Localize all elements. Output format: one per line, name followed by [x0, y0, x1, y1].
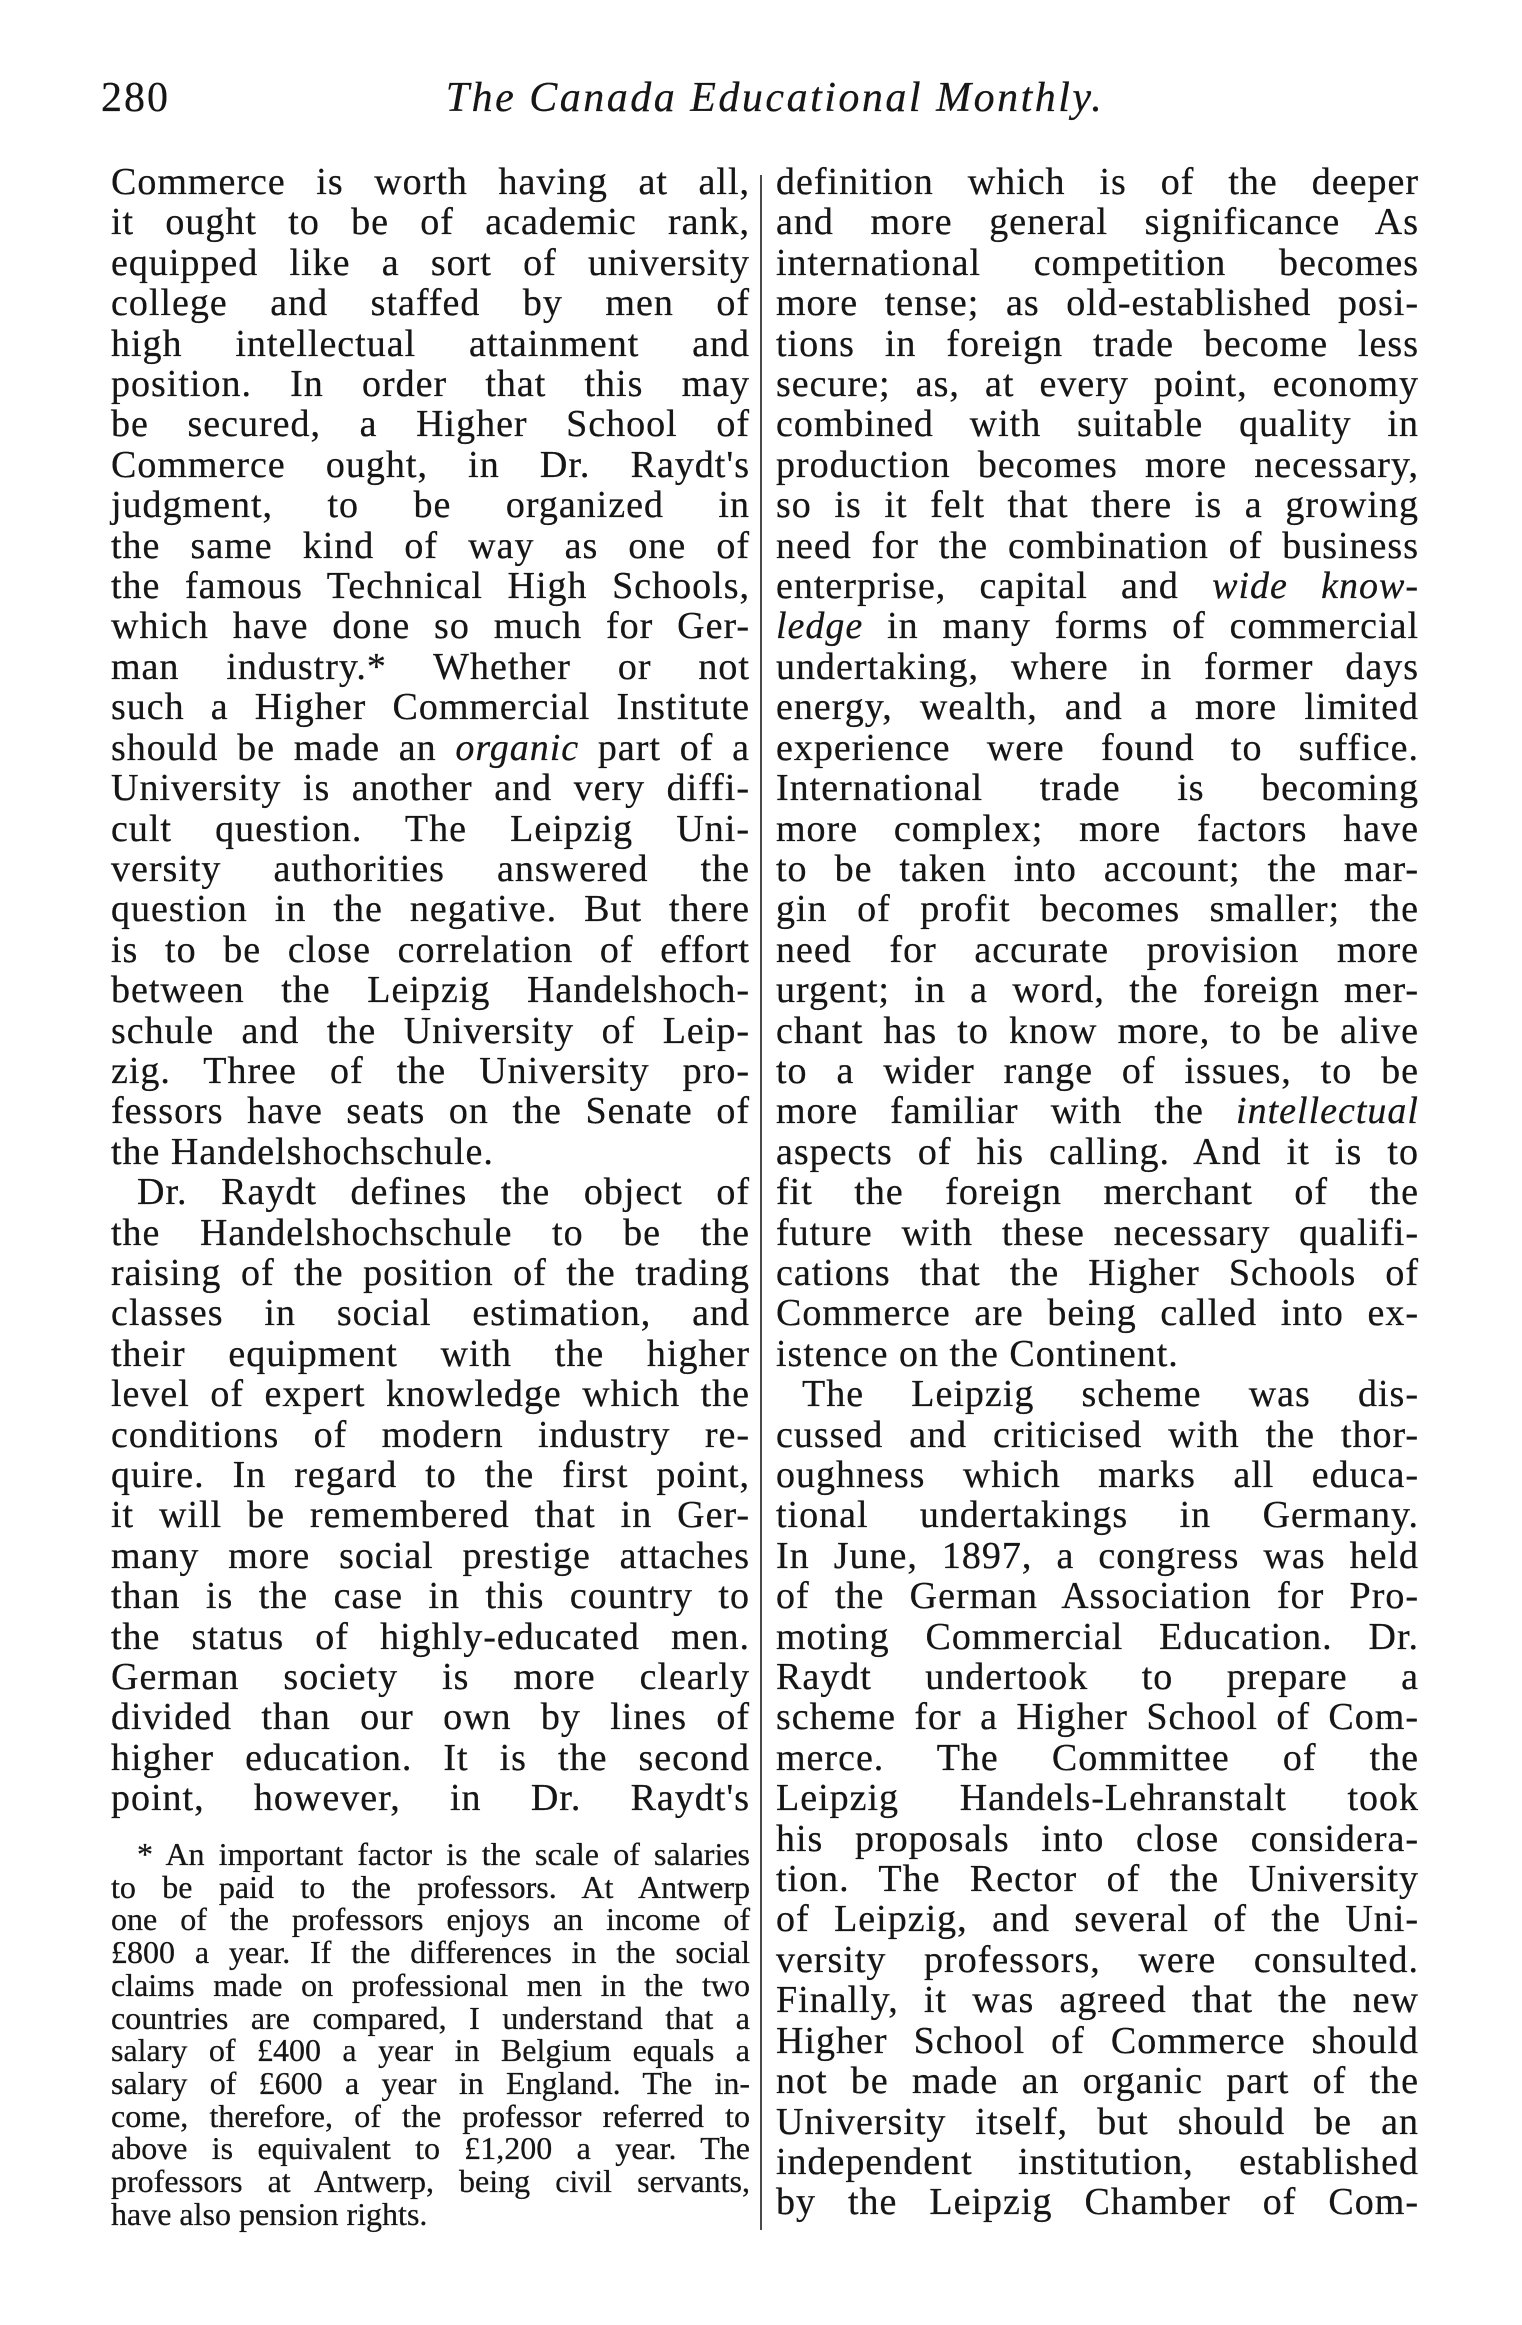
text-line: In June, 1897, a congress was held [776, 1534, 1419, 1577]
text-line: it ought to be of academic rank, [111, 201, 750, 244]
text-line: the Handelshochschule. [111, 1130, 494, 1173]
text-line: come, therefore, of the professor referred to [111, 2097, 750, 2134]
text-line: Finally, it was agreed that the new [776, 1979, 1419, 2022]
text-line: * An important factor is the scale of salaries [137, 1836, 750, 1872]
text-line: Higher School of Commerce should [776, 2019, 1419, 2062]
text-line: quire. In regard to the first point, [111, 1454, 750, 1496]
text-line: fessors have seats on the Senate of [111, 1090, 750, 1133]
footnote [111, 1838, 750, 2230]
text-line: cult question. The Leipzig Uni- [111, 807, 750, 850]
text-line: countries are compared, I understand that a [111, 1999, 750, 2036]
text-line: college and staffed by men of [111, 282, 750, 325]
text-line: need for accurate provision more [776, 928, 1419, 971]
text-line: which have done so much for Ger- [111, 605, 750, 648]
left-column [111, 162, 750, 1819]
text-line: Commerce is worth having at all, [111, 161, 750, 203]
text-line: cussed and criticised with the thor- [776, 1413, 1419, 1456]
text-line: not be made an organic part of the [776, 2060, 1419, 2103]
text-line: oughness which marks all educa- [776, 1454, 1419, 1496]
text-line: classes in social estimation, and [111, 1292, 750, 1335]
text-line: zig. Three of the University pro- [111, 1049, 750, 1092]
text-line: ledge in many forms of commercial [776, 605, 1419, 648]
text-line: many more social prestige attaches [111, 1534, 750, 1577]
text-line: production becomes more necessary, [776, 443, 1419, 486]
italic-text: intellectual [1236, 1090, 1419, 1133]
text-line: raising of the position of the trading [111, 1251, 750, 1294]
text-line: tions in foreign trade become less [776, 322, 1419, 365]
text-line: definition which is of the deeper [776, 161, 1419, 203]
text-line: Leipzig Handels-Lehranstalt took [776, 1777, 1419, 1820]
text-line: combined with suitable quality in [776, 403, 1419, 446]
italic-text: ledge [776, 605, 864, 648]
column-rule [760, 175, 762, 2230]
text-line: above is equivalent to £1,200 a year. The [111, 2130, 750, 2167]
text-line: The Leipzig scheme was dis- [802, 1373, 1419, 1416]
text-line: their equipment with the higher [111, 1332, 750, 1375]
text-line: level of expert knowledge which the [111, 1373, 750, 1416]
text-line: fit the foreign merchant of the [776, 1171, 1419, 1214]
text-line: tional undertakings in Germany. [776, 1494, 1419, 1537]
text-line: £800 a year. If the differences in the social [111, 1934, 750, 1971]
text-line: point, however, in Dr. Raydt's [111, 1777, 750, 1820]
text-line: istence on the Continent. [776, 1332, 1179, 1375]
text-line: salary of £400 a year in Belgium equals a [111, 2032, 750, 2069]
text-line: between the Leipzig Handelshoch- [111, 969, 750, 1012]
text-line: of Leipzig, and several of the Uni- [776, 1898, 1419, 1941]
text-line: to be taken into account; the mar- [776, 847, 1419, 890]
text-line: Commerce ought, in Dr. Raydt's [111, 443, 750, 486]
text-line: divided than our own by lines of [111, 1696, 750, 1739]
text-line: versity authorities answered the [111, 847, 750, 890]
paragraph [111, 162, 750, 1172]
text-line: International trade is becoming [776, 767, 1419, 810]
text-line: enterprise, capital and wide know- [776, 565, 1420, 608]
text-line: energy, wealth, and a more limited [776, 686, 1419, 729]
text-line: Commerce are being called into ex- [776, 1292, 1419, 1335]
text-line: higher education. It is the second [111, 1736, 750, 1779]
text-line: Raydt undertook to prepare a [776, 1656, 1419, 1699]
text-line: of the German Association for Pro- [776, 1575, 1419, 1618]
text-line: have also pension rights. [111, 2195, 428, 2232]
text-line: the Handelshochschule to be the [111, 1211, 750, 1254]
text-line: so is it felt that there is a growing [776, 484, 1419, 527]
text-line: more familiar with the intellectual [776, 1090, 1419, 1133]
text-line: to a wider range of issues, to be [776, 1049, 1419, 1092]
text-line: than is the case in this country to [111, 1575, 750, 1618]
text-line: should be made an organic part of a [111, 726, 750, 769]
text-line: undertaking, where in former days [776, 645, 1419, 688]
text-line: and more general significance As [776, 201, 1419, 244]
text-line: man industry.* Whether or not [111, 645, 750, 688]
text-line: University is another and very diffi- [111, 767, 750, 810]
paragraph [776, 162, 1419, 1374]
text-line: scheme for a Higher School of Com- [776, 1696, 1419, 1739]
text-line: international competition becomes [776, 241, 1419, 284]
page-number: 280 [101, 75, 170, 121]
text-line: urgent; in a word, the foreign mer- [776, 969, 1419, 1012]
right-column [776, 162, 1419, 2223]
text-line: tion. The Rector of the University [776, 1858, 1419, 1901]
text-line: salary of £600 a year in England. The in- [111, 2064, 750, 2101]
italic-text: organic [455, 726, 580, 769]
text-line: aspects of his calling. And it is to [776, 1130, 1419, 1173]
text-line: to be paid to the professors. At Antwerp [111, 1868, 750, 1905]
italic-text: wide know- [1212, 565, 1420, 608]
text-line: equipped like a sort of university [111, 241, 750, 284]
text-line: such a Higher Commercial Institute [111, 686, 750, 729]
text-line: professors at Antwerp, being civil servants, [111, 2163, 750, 2200]
text-line: conditions of modern industry re- [111, 1413, 750, 1456]
text-line: judgment, to be organized in [111, 484, 750, 527]
paragraph [111, 1172, 750, 1819]
text-line: experience were found to suffice. [776, 726, 1419, 769]
text-line: be secured, a Higher School of [111, 403, 750, 446]
text-line: is to be close correlation of effort [111, 928, 750, 971]
text-line: versity professors, were consulted. [776, 1938, 1419, 1981]
text-line: it will be remembered that in Ger- [111, 1494, 750, 1537]
text-line: secure; as, at every point, economy [776, 363, 1419, 406]
text-line: University itself, but should be an [776, 2100, 1419, 2143]
text-line: the same kind of way as one of [111, 524, 750, 567]
text-line: cations that the Higher Schools of [776, 1251, 1419, 1294]
text-line: moting Commercial Education. Dr. [776, 1615, 1419, 1658]
text-line: one of the professors enjoys an income of [111, 1901, 750, 1938]
running-title: The Canada Educational Monthly. [445, 75, 1105, 121]
text-line: position. In order that this may [111, 363, 750, 406]
text-line: future with these necessary qualifi- [776, 1211, 1419, 1254]
text-line: need for the combination of business [776, 524, 1419, 567]
text-line: by the Leipzig Chamber of Com- [776, 2181, 1419, 2224]
text-line: the famous Technical High Schools, [111, 565, 750, 608]
text-line: more complex; more factors have [776, 807, 1419, 850]
text-line: independent institution, established [776, 2140, 1419, 2183]
text-line: his proposals into close considera- [776, 1817, 1419, 1860]
text-line: question in the negative. But there [111, 888, 750, 931]
text-line: schule and the University of Leip- [111, 1009, 750, 1052]
text-line: the status of highly-educated men. [111, 1615, 750, 1658]
text-line: merce. The Committee of the [776, 1736, 1419, 1779]
text-line: claims made on professional men in the two [111, 1966, 750, 2003]
text-line: German society is more clearly [111, 1656, 750, 1699]
text-line: high intellectual attainment and [111, 322, 750, 365]
text-line: more tense; as old-established posi- [776, 282, 1419, 325]
text-line: chant has to know more, to be alive [776, 1009, 1419, 1052]
paragraph [776, 1374, 1419, 2223]
text-line: Dr. Raydt defines the object of [137, 1171, 750, 1214]
text-line: gin of profit becomes smaller; the [776, 888, 1419, 931]
